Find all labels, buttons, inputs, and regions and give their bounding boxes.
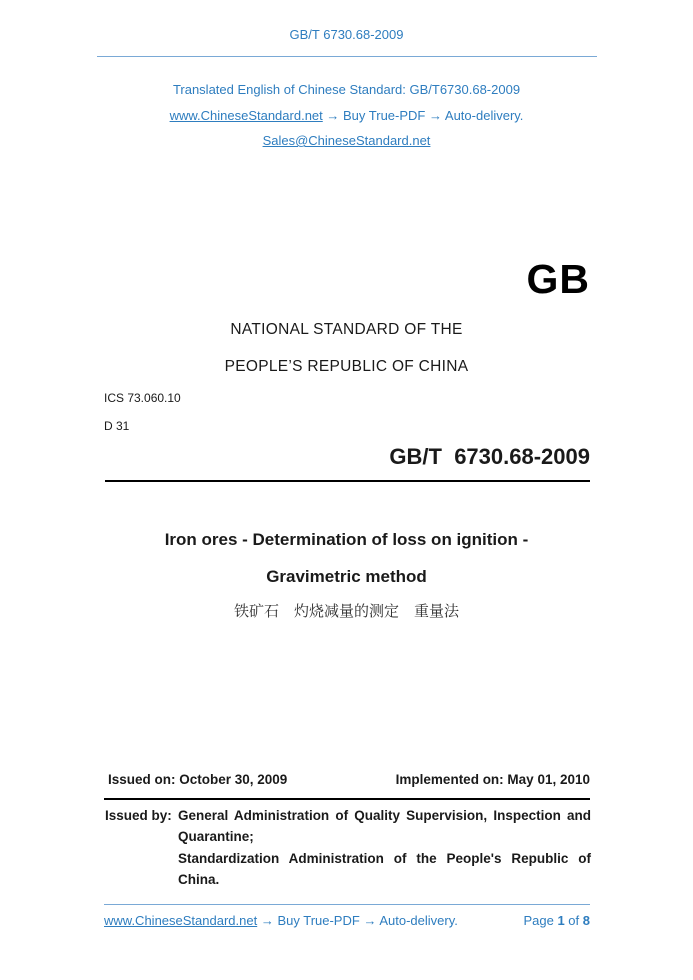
sales-email-link[interactable]: Sales@ChineseStandard.net (262, 133, 431, 148)
site-link[interactable]: www.ChineseStandard.net (169, 108, 323, 123)
classification-code: D 31 (104, 419, 130, 433)
buy-true-pdf-label: Buy True-PDF (343, 108, 426, 123)
issuer-aqsiq: General Administration of Quality Supervision, Inspection and Quarantine; (178, 808, 591, 844)
total-pages: 8 (582, 913, 590, 928)
org-name-line1: NATIONAL STANDARD OF THE (230, 321, 463, 338)
header-translated-line: Translated English of Chinese Standard: GB/T6730.68-2009 (172, 82, 521, 97)
standard-number-divider (105, 480, 590, 482)
implemented-on-date: Implemented on: May 01, 2010 (395, 772, 590, 787)
standard-title-line1: Iron ores - Determination of loss on ignition - (164, 530, 529, 549)
auto-delivery-label: Auto-delivery. (444, 108, 524, 123)
right-arrow-icon: → (363, 913, 377, 928)
page-number: 1 (557, 913, 565, 928)
header-divider (97, 56, 597, 57)
right-arrow-icon: → (260, 913, 274, 928)
header-buy-line (0, 108, 693, 123)
org-name-line2: PEOPLE’S REPUBLIC OF CHINA (224, 358, 469, 375)
footer-divider (104, 904, 590, 905)
issuer-list (178, 805, 591, 891)
gb-logo: GB (526, 256, 590, 302)
auto-delivery-label: Auto-delivery. (379, 913, 458, 928)
ics-code: ICS 73.060.10 (104, 391, 181, 405)
right-arrow-icon: → (429, 108, 442, 123)
standard-title-line2: Gravimetric method (266, 567, 427, 586)
issuer-sac: Standardization Administration of the People's Republic of China. (178, 851, 591, 887)
right-arrow-icon: → (326, 108, 340, 123)
issuance-dates-row (104, 772, 590, 787)
footer-buy-line (104, 913, 458, 928)
header-doc-code: GB/T 6730.68-2009 (289, 27, 404, 42)
page-label: Page (523, 913, 554, 928)
of-label: of (568, 913, 580, 928)
footer (104, 913, 590, 928)
standard-number: GB/T 6730.68-2009 (389, 444, 590, 469)
site-link[interactable]: www.ChineseStandard.net (104, 913, 258, 928)
page-indicator (523, 913, 590, 928)
issued-by-label: Issued by: (105, 808, 172, 823)
issued-by-block (105, 805, 591, 891)
issuance-divider (104, 798, 590, 800)
issued-on-date: Issued on: October 30, 2009 (108, 772, 288, 787)
buy-true-pdf-label: Buy True-PDF (277, 913, 360, 928)
standard-title-chinese: 铁矿石 灼烧减量的测定 重量法 (233, 602, 459, 620)
header-email-line (0, 133, 693, 148)
